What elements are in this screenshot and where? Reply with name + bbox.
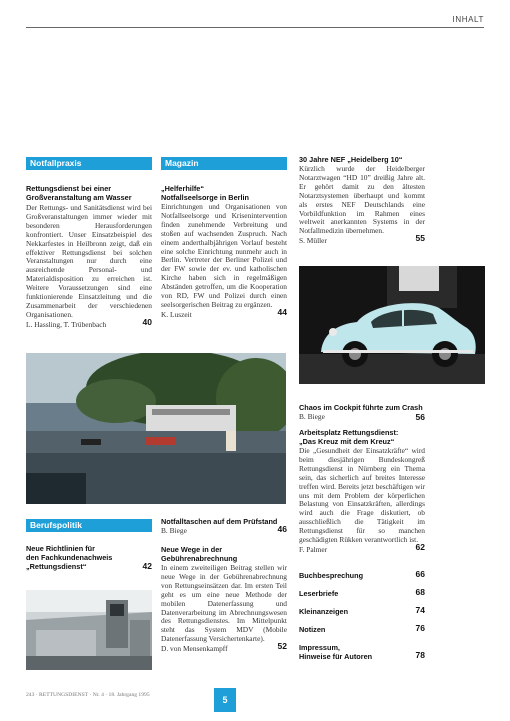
index-item-impressum[interactable] xyxy=(299,643,425,661)
index-item[interactable] xyxy=(299,568,425,580)
photo-cockpit xyxy=(26,590,152,670)
section-magazin: Magazin xyxy=(161,157,287,170)
article-author: S. Müller xyxy=(299,236,327,246)
index-item-label: Kleinanzeigen xyxy=(299,606,349,616)
article-title: Chaos im Cockpit führte zum Crash xyxy=(299,403,423,412)
article-author: B. Biege xyxy=(299,412,325,421)
column-2 xyxy=(161,157,287,319)
article-2[interactable] xyxy=(161,517,287,535)
article-page-number[interactable]: 46 xyxy=(277,524,287,534)
article-author: F. Palmer xyxy=(299,544,328,554)
article-author: K. Luszeit xyxy=(161,309,192,319)
article-title-line[interactable]: „Helferhilfe“ xyxy=(161,184,204,193)
index-item[interactable] xyxy=(299,586,425,598)
index-item-page[interactable]: 76 xyxy=(415,622,425,633)
article-body: Der Rettungs- und Sanitätsdienst wird bei Großveranstaltungen immer wieder mit besonderen Herausforderungen konfrontiert. Unser Einsatzbeispiel des Nekkarfestes in Heilbronn zeigt, daß ein effektiver Rettungsdienst bei solchen Veranstaltungen nur durch eine ausreichende Personal- und Materialdisposition zu erreichen ist. Weitere Voraussetzungen sind eine funktionierende Einsatzleitung und die Zusammenarbeit der verschiedenen Organisationen. xyxy=(26,203,152,319)
article-page-number[interactable]: 56 xyxy=(415,412,425,422)
index-item-label: Leserbriefe xyxy=(299,588,339,598)
article-page-number[interactable]: 44 xyxy=(277,306,287,317)
index-item-page[interactable]: 66 xyxy=(415,568,425,579)
article-body: Einrichtungen und Organisationen von Notfallseelsorge und Krisenintervention finden zunehmende Verbreitung und stoßen auf wachsenden Zuspruch. Nach einem anderthalbjährigen Vorlauf besteht eine solche Einrichtung nunmehr auch in Berlin. Vertreter der Berliner Polizei und der FW sowie der ev. und katholischen Kirche haben sich in regelmäßigen Abständen getroffen, um die Kooperation von RD, FW und Polizei durch einen seelsorgerischen Beitrag zu ergänzen. xyxy=(161,202,287,309)
article-title-line[interactable]: Arbeitsplatz Rettungsdienst: xyxy=(299,428,399,437)
article-footer xyxy=(299,541,425,554)
column-3 xyxy=(299,155,425,245)
article-title-line[interactable]: „Das Kreuz mit dem Kreuz“ xyxy=(299,437,395,446)
river-illustration xyxy=(26,353,286,504)
article-title-line: „Rettungsdienst“ xyxy=(26,562,87,571)
section-notfallpraxis: Notfallpraxis xyxy=(26,157,152,170)
column-3-lower xyxy=(299,403,425,661)
car-illustration xyxy=(299,266,485,384)
article-title[interactable]: 30 Jahre NEF „Heidelberg 10“ xyxy=(299,155,403,164)
index-item[interactable] xyxy=(299,622,425,634)
article-author: D. von Mensenkampff xyxy=(161,644,228,654)
article-title-line: den Fachkundenachweis xyxy=(26,553,113,562)
column-2-lower xyxy=(161,517,287,653)
photo-river-festival xyxy=(26,353,286,504)
article-footer xyxy=(299,233,425,246)
column-1-lower xyxy=(26,519,152,571)
index-item-label: Buchbesprechung xyxy=(299,570,364,580)
article-page-number[interactable]: 52 xyxy=(277,641,287,652)
article-page-number[interactable]: 42 xyxy=(142,561,152,571)
index-item-label: Impressum, xyxy=(299,642,340,652)
article-page-number[interactable]: 62 xyxy=(415,541,425,552)
index-item-label: Hinweise für Autoren xyxy=(299,651,373,661)
article-body: Die „Gesundheit der Einsatzkräfte“ wird beim diesjährigen Bundeskongreß Rettungsdienst in Nürnberg ein Thema sein, das sicherlich auf breites Interesse treffen wird. Bereits jetzt beschäftigen wir uns mit dem Problem der körperlichen Belastung von Einsatzkräften, allerdings wird auch die Frage diskutiert, ob ausschließlich die Tätigkeit im Rettungsdienst für so manchen geschädigten Rükken verantwortlich ist. xyxy=(299,446,425,545)
footer-page-number: 5 xyxy=(214,688,236,712)
article-title[interactable]: Rettungsdienst bei einer Großveranstaltung am Wasser xyxy=(26,184,132,202)
index-item-page[interactable]: 78 xyxy=(415,649,425,660)
index-item[interactable] xyxy=(299,604,425,616)
footer-issue-info: 243 · RETTUNGSDIENST · Nr. 4 · 18. Jahrgang 1995 xyxy=(26,692,150,698)
article-author: L. Hassling, T. Trübenbach xyxy=(26,319,107,329)
article-2[interactable] xyxy=(26,544,152,571)
photo-vw-beetle xyxy=(299,266,485,384)
article-title-line[interactable]: Gebührenabrechnung xyxy=(161,554,238,563)
index-item-label: Notizen xyxy=(299,624,326,634)
article-2[interactable] xyxy=(299,403,425,421)
article-page-number[interactable]: 40 xyxy=(142,316,152,327)
article-page-number[interactable]: 55 xyxy=(415,233,425,244)
article-title-line: Neue Richtlinien für xyxy=(26,544,95,553)
article-footer xyxy=(161,641,287,654)
article-footer xyxy=(161,306,287,319)
header-label: INHALT xyxy=(452,15,484,24)
index-item-page[interactable]: 74 xyxy=(415,604,425,615)
article-footer xyxy=(26,316,152,329)
article-title-line[interactable]: Neue Wege in der xyxy=(161,545,223,554)
article-body: Kürzlich wurde der Heidelberger Notarztwagen “HD 10” dreißig Jahre alt. Er gehört damit zu den ältesten Notarztsystemen überhaupt und kommt als erstes NEF Deutschlands eine Vorbildfunktion im Rahmen eines weltweit anerkannten Systems in der Notfallmedizin übernehmen. xyxy=(299,164,425,236)
article-author: B. Biege xyxy=(161,526,187,535)
article-body: In einem zweiteiligen Beitrag stellen wir neue Wege in der Gebührenabrechnung von Rettungseinsätzen dar. Im ersten Teil geht es um eine neue Methode der mobilen Datenerfassung und Datenverarbeitung im Abrechnungswesen des Rettungsdienstes. Im Mittelpunkt steht das System MDV (Mobile Datenerfassung Versichertenkarte). xyxy=(161,563,287,644)
section-berufspolitik: Berufspolitik xyxy=(26,519,152,532)
index-list xyxy=(299,568,425,661)
article-title-line[interactable]: Notfallseelsorge in Berlin xyxy=(161,193,249,202)
header-rule xyxy=(26,27,484,28)
column-1 xyxy=(26,157,152,329)
article-title: Notfalltaschen auf dem Prüfstand xyxy=(161,517,278,526)
index-item-page[interactable]: 68 xyxy=(415,586,425,597)
cockpit-illustration xyxy=(26,590,152,670)
